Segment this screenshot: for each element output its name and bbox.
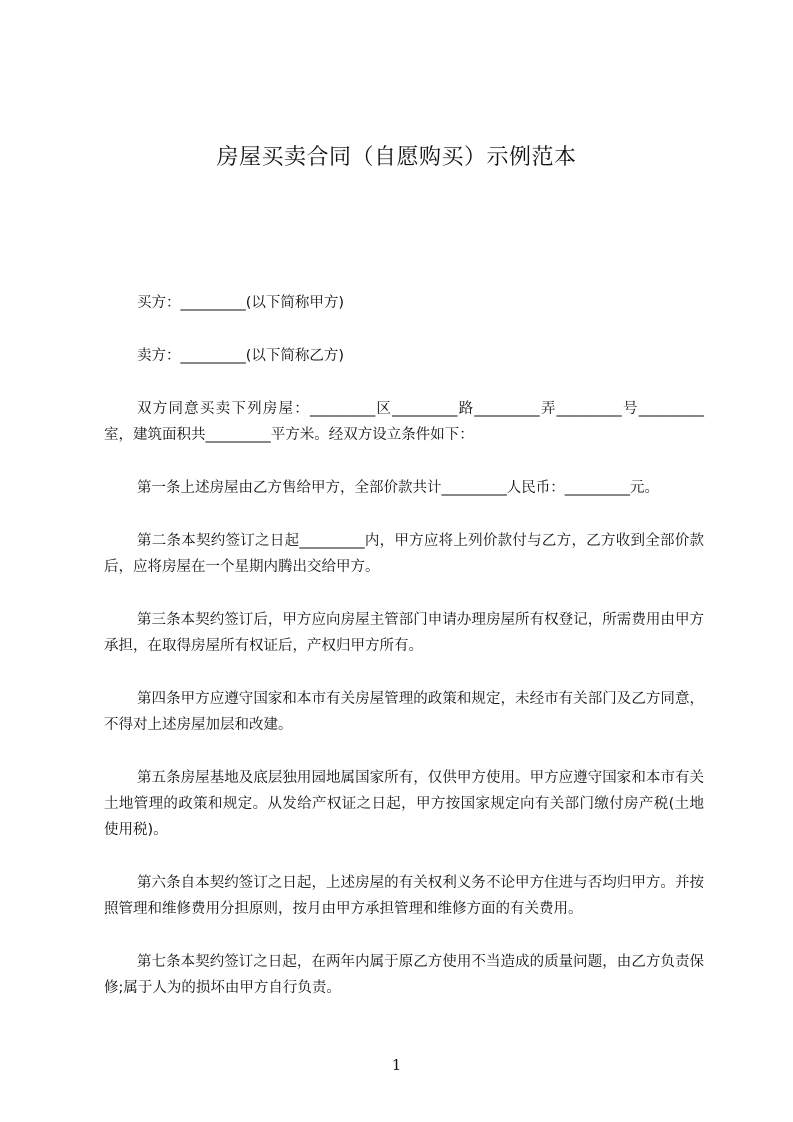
article-5: 第五条房屋基地及底层独用园地属国家所有，仅供甲方使用。甲方应遵守国家和本市有关土地管理的政策和规定。从发给产权证之日起，甲方按国家规定向有关部门缴付房产税(土地使用税)。 [104,770,704,838]
page-number: 1 [391,1056,402,1074]
article-7: 第七条本契约签订之日起，在两年内属于原乙方使用不当造成的质量问题，由乙方负责保修;属于人为的损坏由甲方自行负责。 [104,954,704,996]
article-6: 第六条自本契约签订之日起，上述房屋的有关权利义务不论甲方住进与否均归甲方。并按照管理和维修费用分担原则，按月由甲方承担管理和维修方面的有关费用。 [104,875,704,917]
article-4: 第四条甲方应遵守国家和本市有关房屋管理的政策和规定，未经市有关部门及乙方同意，不得对上述房屋加层和改建。 [104,691,704,733]
property-description: 双方同意买卖下列房屋：_________区_________路_________弄_________号_________室，建筑面积共_________平方米。经双方设立条件如下： [104,401,704,443]
article-1: 第一条上述房屋由乙方售给甲方，全部价款共计_________人民币：_________元。 [137,480,659,496]
buyer-line: 买方：_________(以下简称甲方) [137,295,345,311]
seller-line: 卖方：_________(以下简称乙方) [137,348,345,364]
contract-body [104,290,704,1001]
page-title: 房屋买卖合同（自愿购买）示例范本 [216,145,577,170]
article-2: 第二条本契约签订之日起_________内，甲方应将上列价款付与乙方，乙方收到全部价款后，应将房屋在一个星期内腾出交给甲方。 [104,533,704,575]
article-3: 第三条本契约签订后，甲方应向房屋主管部门申请办理房屋所有权登记，所需费用由甲方承担，在取得房屋所有权证后，产权归甲方所有。 [104,612,704,654]
